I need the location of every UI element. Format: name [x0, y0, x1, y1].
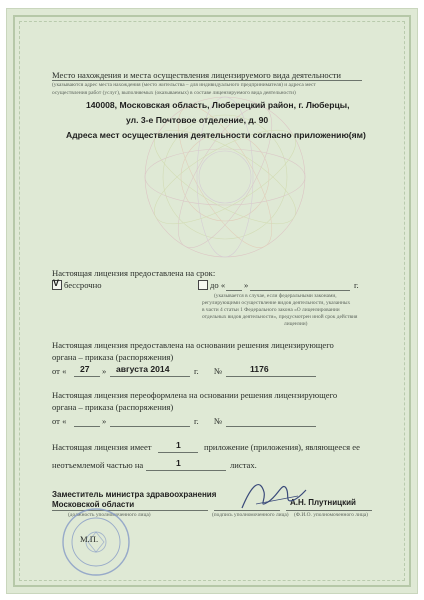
- basis-day-line: [74, 376, 100, 377]
- term-label: Настоящая лицензия предоставлена на срок:: [52, 268, 216, 278]
- perpetual-check-mark: V: [53, 278, 60, 288]
- reissue-day-line: [74, 426, 100, 427]
- basis-close: »: [102, 366, 107, 376]
- reissue-month-line: [110, 426, 190, 427]
- handwritten-signature-icon: [238, 474, 308, 514]
- position-hint: (должность уполномоченного лица): [68, 512, 151, 518]
- basis-no: №: [214, 366, 223, 376]
- signatory-position-1: Заместитель министра здравоохранения: [52, 490, 217, 499]
- basis-number: 1176: [250, 364, 269, 374]
- annex-count: 1: [176, 440, 181, 450]
- annex-integral: неотъемлемой частью на: [52, 460, 144, 470]
- term-note-3: в части 4 статьи 1 Федерального закона «О лицензировании: [202, 307, 340, 313]
- until-year-suffix: г.: [354, 280, 359, 290]
- annex-sheets-line: [146, 470, 226, 471]
- signature-hint: (подпись уполномоченного лица): [212, 512, 289, 518]
- signatory-position-2: Московской области: [52, 500, 135, 509]
- guilloche-rosette-icon: [135, 87, 315, 267]
- annex-text: приложение (приложения), являющееся ее: [204, 442, 360, 452]
- basis-month-year: августа 2014: [116, 364, 170, 374]
- term-note-2: регулирующими осуществление видов деятельности, указанных: [202, 300, 351, 306]
- signatory-name: А.Н. Плутницкий: [290, 498, 356, 507]
- perpetual-label: бессрочно: [64, 280, 102, 290]
- basis-day: 27: [80, 364, 90, 374]
- reissue-from: от «: [52, 416, 67, 426]
- address-line-1: 140008, Московская область, Люберецкий район, г. Люберцы,: [86, 100, 350, 110]
- basis-month-line: [110, 376, 190, 377]
- until-checkbox: [198, 280, 208, 290]
- stamp-label: М.П.: [80, 534, 99, 544]
- basis-from: от «: [52, 366, 67, 376]
- term-note-5: лицензии): [284, 321, 308, 327]
- annex-sheets-word: листах.: [230, 460, 257, 470]
- address-line-3: Адреса мест осуществления деятельности согласно приложению(ям): [66, 130, 366, 140]
- basis-number-line: [226, 376, 316, 377]
- annex-count-line: [158, 452, 198, 453]
- reissue-line-2: органа – приказа (распоряжения): [52, 402, 174, 412]
- term-note-1: (указывается в случае, если федеральными законами,: [214, 293, 337, 299]
- term-note-4: отдельных видов деятельности», предусмотрен иной срок действия: [202, 314, 358, 320]
- basis-year-suffix: г.: [194, 366, 199, 376]
- until-close: »: [244, 280, 249, 290]
- location-heading: Место нахождения и места осуществления лицензируемого вида деятельности: [52, 70, 342, 80]
- reissue-no: №: [214, 416, 223, 426]
- name-hint: (Ф.И.О. уполномоченного лица): [294, 512, 368, 518]
- location-hint-2: осуществления работ (услуг), выполняемых (оказываемых) в составе лицензируемого вида деятельности): [52, 90, 296, 96]
- address-line-2: ул. 3-е Почтовое отделение, д. 90: [126, 115, 269, 125]
- location-hint-1: (указываются адрес места нахождения (место жительства – для индивидуального предпринимателя) и адреса мест: [52, 82, 316, 88]
- basis-line-1: Настоящая лицензия предоставлена на основании решения лицензирующего: [52, 340, 334, 350]
- until-day-line: [226, 290, 242, 291]
- location-underline: [52, 80, 362, 81]
- annex-has: Настоящая лицензия имеет: [52, 442, 152, 452]
- annex-sheets: 1: [176, 458, 181, 468]
- reissue-number-line: [226, 426, 316, 427]
- until-date-line: [250, 290, 350, 291]
- reissue-year-suffix: г.: [194, 416, 199, 426]
- until-prefix: до «: [210, 280, 226, 290]
- reissue-close: »: [102, 416, 107, 426]
- reissue-line-1: Настоящая лицензия переоформлена на основании решения лицензирующего: [52, 390, 338, 400]
- basis-line-2: органа – приказа (распоряжения): [52, 352, 174, 362]
